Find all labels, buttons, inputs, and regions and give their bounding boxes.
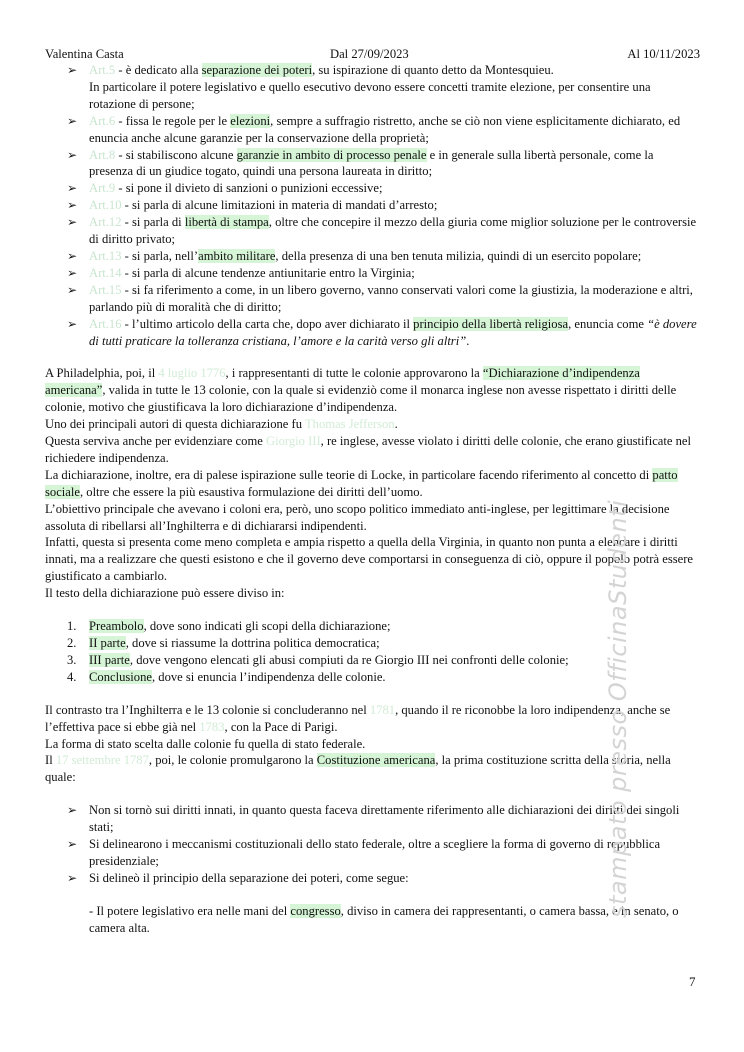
header-date-to: Al 10/11/2023 <box>627 47 700 61</box>
highlight: ambito militare <box>198 248 276 263</box>
paragraph: Il contrasto tra l’Inghilterra e le 13 colonie si concluderanno nel 1781, quando il re riconobbe la loro indipendenza, anche se l’effettiva pace si ebbe già nel 1783, con la Pace di Parigi. <box>45 702 671 734</box>
header-author: Valentina Casta <box>45 47 124 61</box>
list-item: 1. Preambolo, dove sono indicati gli scopi della dichiarazione; <box>67 619 391 634</box>
article-label: Art.16 <box>89 316 122 331</box>
list-item-art8: ➢ Art.8 - si stabiliscono alcune garanzie in ambito di processo penale e in generale sulla libertà personale, come la presenza di un giudice togato, quindi una persona laureata in diritto; <box>45 147 700 181</box>
paragraph: L’obiettivo principale che avevano i coloni era, però, uno scopo politico immediato anti-inglese, per legittimare la decisione assoluta di ribellarsi all’Inghilterra e di dichiararsi indipendenti. <box>45 501 670 533</box>
highlight: separazione dei poteri <box>201 63 313 77</box>
list-item-art14: ➢ Art.14 - si parla di alcune tendenze antiunitarie entro la Virginia; <box>45 265 700 282</box>
article-label: Art.5 <box>89 63 116 77</box>
paragraph: Questa serviva anche per evidenziare come Giorgio III, re inglese, avesse violato i diritti delle colonie, che erano giustificate nel richiedere indipendenza. <box>45 434 692 465</box>
faint-name: Thomas Jefferson <box>304 417 395 432</box>
virginia-articles-list <box>45 62 700 349</box>
list-item-art6: ➢ Art.6 - fissa le regole per le elezioni, sempre a suffragio ristretto, anche se ciò non viene esplicitamente dichiarato, ed enuncia anche alcune garanzie per la conservazione della proprietà; <box>45 113 700 147</box>
paragraph: A Philadelphia, poi, il 4 luglio 1776, i rappresentanti di tutte le colonie approvarono la “Dichiarazione d’indipendenza americana”, valida in tutte le 13 colonie, con la quale si evidenziò come il monarca inglese non avesse rispettato i diritti delle colonie, motivo che giustificava la loro dichiarazione d’indipendenza. <box>45 366 677 415</box>
highlight: patto sociale <box>45 467 678 499</box>
article-label: Art.10 <box>89 198 122 213</box>
list-item-art5: ➢ Art.5 - è dedicato alla separazione dei poteri, su ispirazione di quanto detto da Montesquieu. In particolare il potere legislativo e quello esecutivo devono essere concetti tramite elezione, per consentire una rotazione di persone; <box>45 62 700 113</box>
list-item-art12: ➢ Art.12 - si parla di libertà di stampa, oltre che concepire il mezzo della giuria come miglior soluzione per le controversie di diritto privato; <box>45 214 700 248</box>
highlight: Costituzione americana <box>316 753 436 768</box>
list-item-art13: ➢ Art.13 - si parla, nell’ambito militare, della presenza di una ben tenuta milizia, quindi di un esercito popolare; <box>45 248 700 265</box>
faint-date: 4 luglio 1776 <box>158 366 226 381</box>
paragraph: Il testo della dichiarazione può essere diviso in: <box>45 586 285 601</box>
list-item: 4. Conclusione, dove si enuncia l’indipendenza delle colonie. <box>67 669 386 684</box>
list-item-art15: ➢ Art.15 - si fa riferimento a come, in un libero governo, vanno conservati valori come la giustizia, la moderazione e altri, parlando più di moralità che di diritto; <box>45 282 700 316</box>
faint-date: 1783 <box>199 719 225 734</box>
list-item: ➢ Non si tornò sui diritti innati, in quanto questa faceva direttamente riferimento alle dichiarazioni dei diritti dei singoli stati; <box>45 802 700 836</box>
highlight: II parte <box>89 636 126 650</box>
page-number: 7 <box>689 974 696 989</box>
list-item: 3. III parte, dove vengono elencati gli abusi compiuti da re Giorgio III nei confronti delle colonie; <box>67 652 569 667</box>
paragraph: Uno dei principali autori di questa dichiarazione fu Thomas Jefferson. <box>45 417 398 432</box>
article-label: Art.6 <box>89 113 116 128</box>
watermark: stampato presso OfficinaStudenti <box>604 499 632 918</box>
list-item: ➢ Si delinearono i meccanismi costituzionali dello stato federale, oltre a scegliere la forma di governo di repubblica presidenziale; <box>45 836 700 870</box>
list-item: ➢ Si delineò il principio della separazione dei poteri, come segue: <box>45 870 700 887</box>
highlight: garanzie in ambito di processo penale <box>236 147 427 162</box>
list-item-art16: ➢ Art.16 - l’ultimo articolo della carta che, dopo aver dichiarato il principio della libertà religiosa, enuncia come “è dovere di tutti praticare la tolleranza cristiana, l’amore e la carità verso gli altri”. <box>45 316 700 350</box>
article-label: Art.14 <box>89 265 122 280</box>
highlight: “Dichiarazione d’indipendenza americana” <box>45 366 640 398</box>
highlight: Conclusione <box>89 669 152 684</box>
article-label: Art.13 <box>89 248 122 263</box>
highlight: III parte <box>89 652 130 667</box>
declaration-parts-list <box>45 618 700 686</box>
list-item: 2. II parte, dove si riassume la dottrina politica democratica; <box>67 636 380 650</box>
faint-date: 1781 <box>369 702 396 717</box>
highlight: libertà di stampa <box>184 215 269 230</box>
constitution-points-list <box>45 802 700 887</box>
paragraph: Infatti, questa si presenta come meno completa e ampia rispetto a quella della Virginia, in quanto non punta a elencare i diritti innati, ma a realizzare che questi esistono e che il governo deve comportarsi in conseguenza di ciò, oppure il popolo potrà essere giustificato a cambiarlo. <box>45 535 693 584</box>
highlight: elezioni <box>230 113 271 128</box>
header-date-from: Dal 27/09/2023 <box>330 47 409 61</box>
article-label: Art.12 <box>89 215 122 230</box>
faint-name: Giorgio III <box>265 434 321 449</box>
article-label: Art.8 <box>89 147 116 162</box>
faint-date: 17 settembre 1787 <box>55 753 149 768</box>
paragraph: La dichiarazione, inoltre, era di palese ispirazione sulle teorie di Locke, in particolare facendo riferimento al concetto di patto sociale, oltre che essere la più esaustiva formulazione dei diritti dell’uomo. <box>45 467 678 499</box>
highlight: principio della libertà religiosa <box>413 316 569 331</box>
document-body <box>45 62 700 937</box>
article-label: Art.9 <box>89 181 116 196</box>
list-item-art10: ➢ Art.10 - si parla di alcune limitazioni in materia di mandati d’arresto; <box>45 197 700 214</box>
article-label: Art.15 <box>89 282 122 297</box>
highlight: Preambolo <box>89 619 144 634</box>
page-header <box>45 46 700 62</box>
highlight: congresso <box>290 903 341 918</box>
quote: “è dovere di tutti praticare la tolleranza cristiana, l’amore e la carità verso gli altri” <box>89 316 697 348</box>
legislative-paragraph: - Il potere legislativo era nelle mani del congresso, diviso in camera dei rappresentanti, o camera bassa, e in senato, o camera alta. <box>89 903 679 935</box>
paragraph: Il 17 settembre 1787, poi, le colonie promulgarono la Costituzione americana, la prima costituzione scritta della storia, nella quale: <box>45 753 671 785</box>
list-item-art9: ➢ Art.9 - si pone il divieto di sanzioni o punizioni eccessive; <box>45 180 700 197</box>
paragraph: La forma di stato scelta dalle colonie fu quella di stato federale. <box>45 736 366 751</box>
